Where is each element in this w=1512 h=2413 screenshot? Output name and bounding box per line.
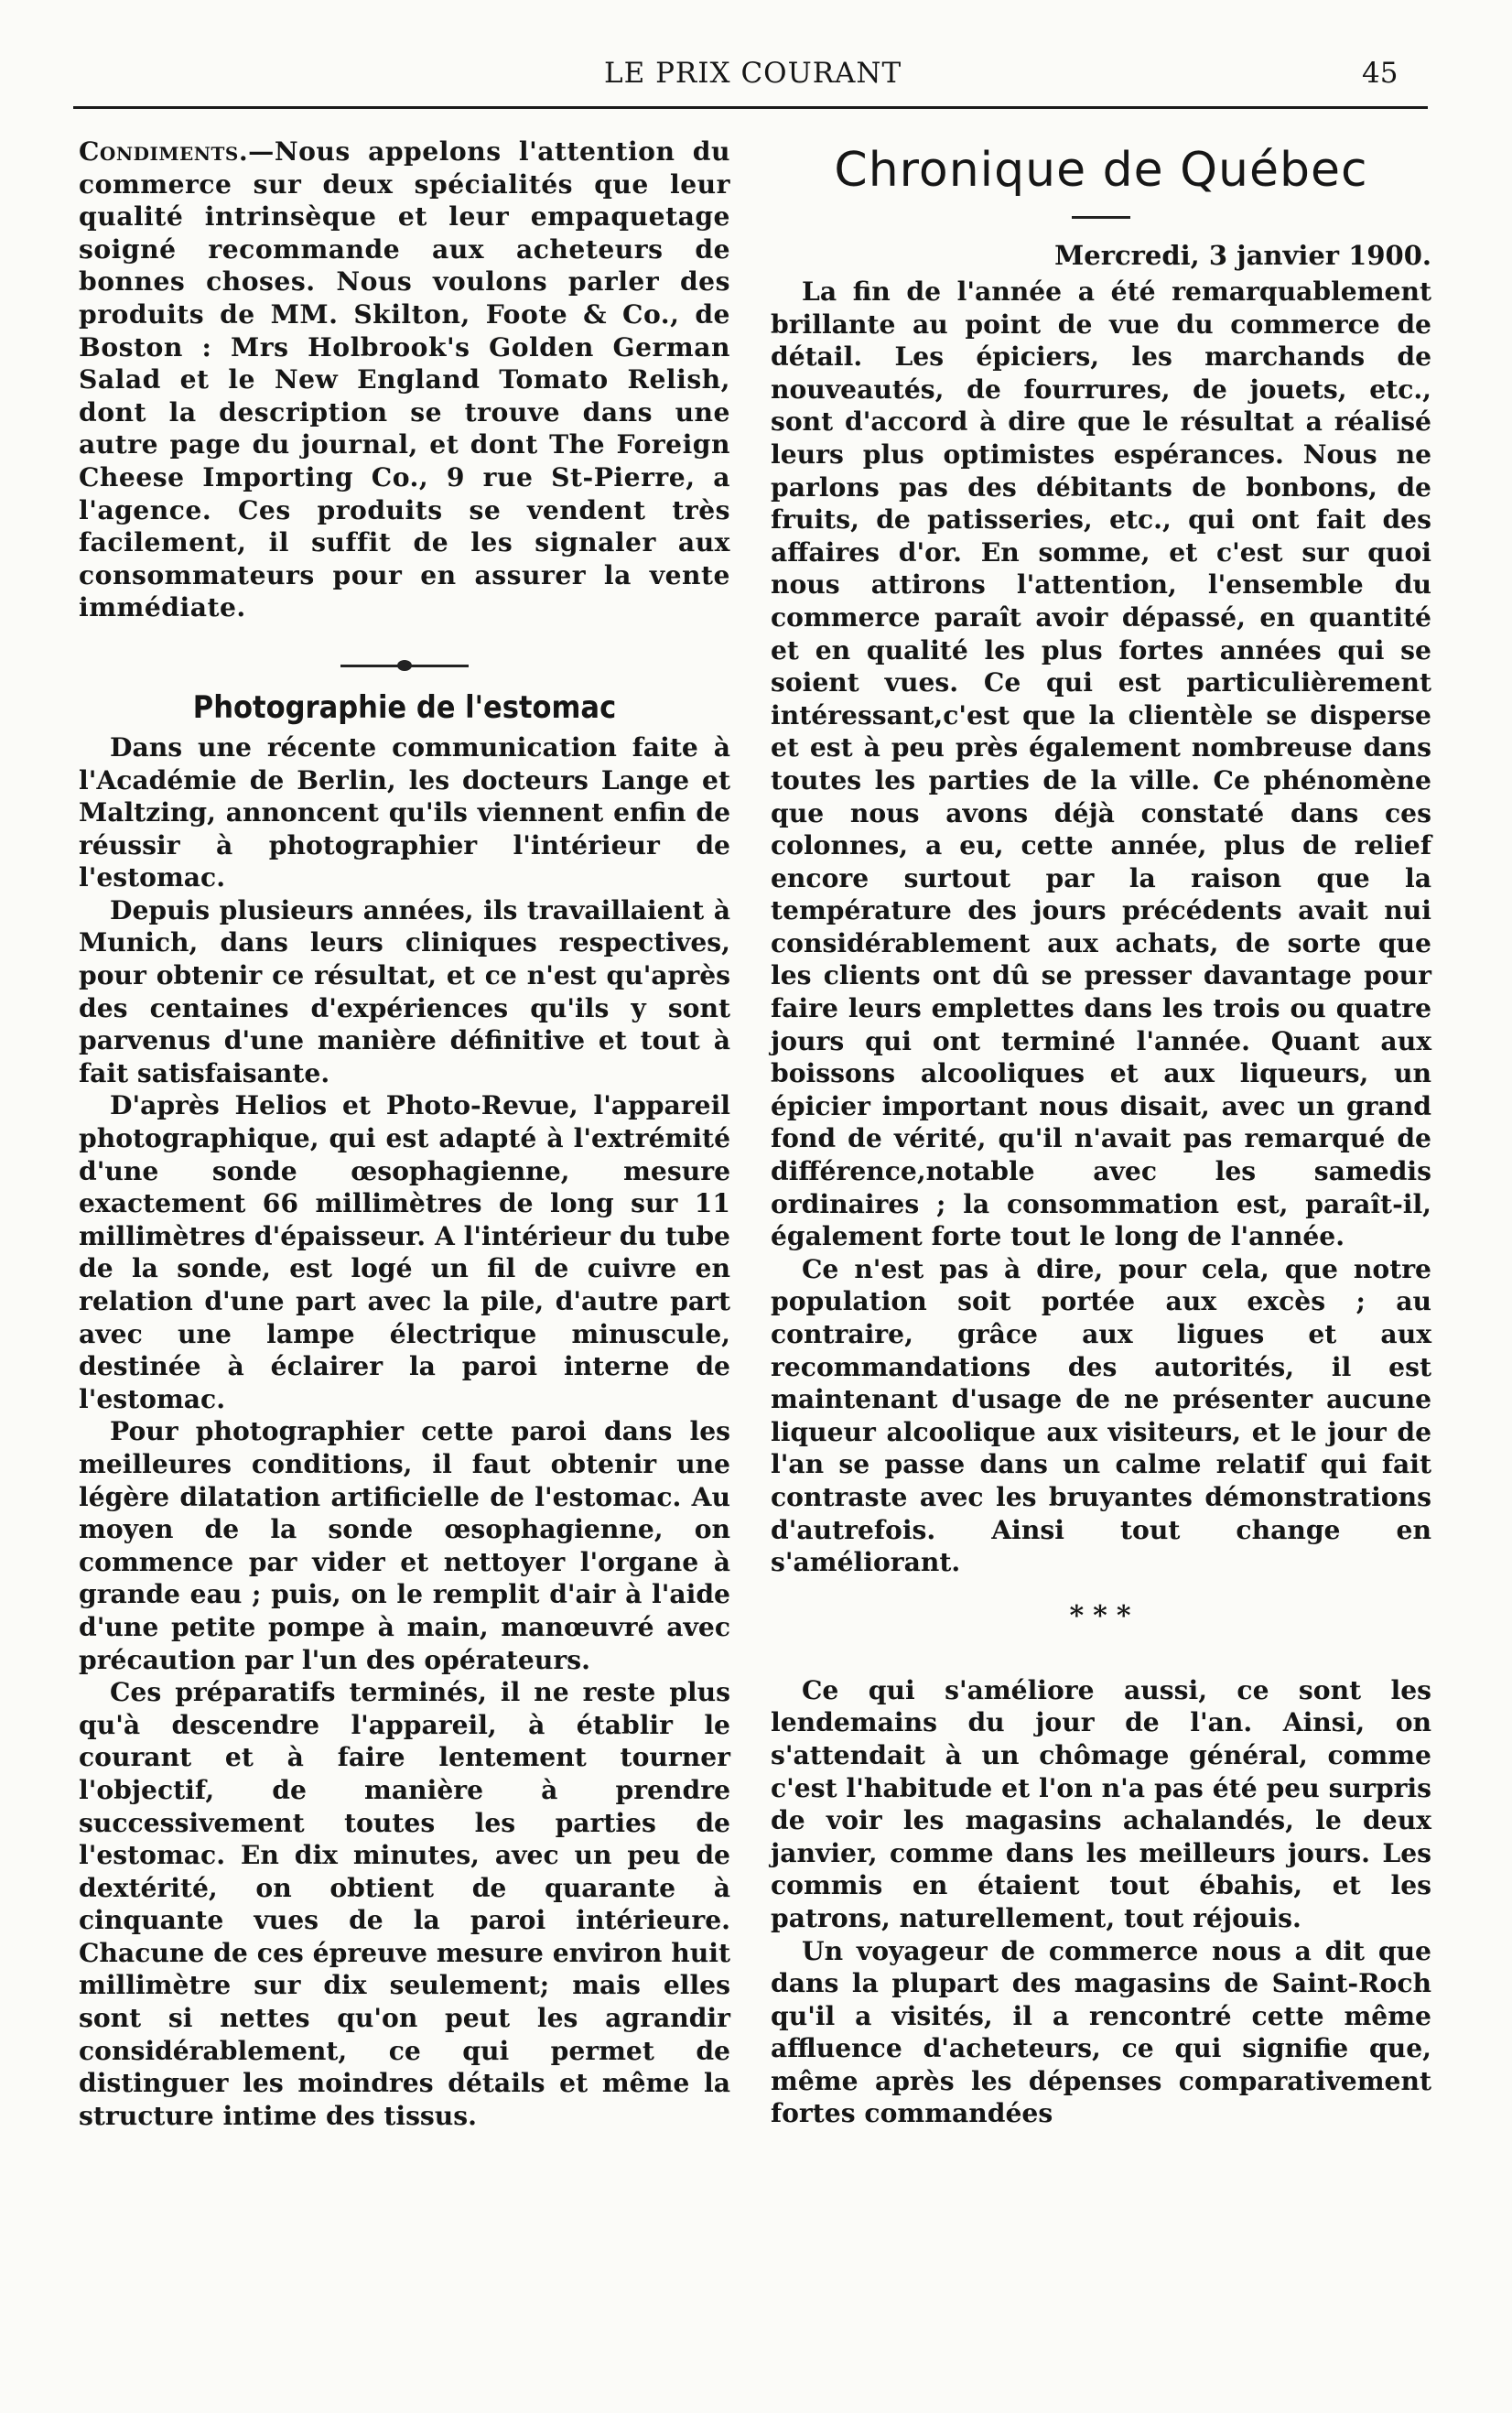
photo-paragraph: Pour photographier cette paroi dans les meilleures conditions, il faut obtenir une légère dilatation artificielle de l'estomac. Au moyen de la sonde œsophagienne, on commence par vider et nettoyer l'organe à grande eau ; puis, on le remplit d'air à l'aide d'une petite pompe à main, manœuvré avec précaution par l'un des opérateurs.	[79, 1416, 730, 1675]
page-header	[73, 51, 1428, 115]
photo-section-title: Photographie de l'estomac	[192, 688, 617, 726]
chronicle-paragraph: Ce qui s'améliore aussi, ce sont les lendemains du jour de l'an. Ainsi, on s'attendait à un chômage général, comme c'est l'habitude et l'on n'a pas été peu surpris de voir les magasins achalandés, le deux janvier, comme dans les meilleurs jours. Les commis en étaient tout ébahis, et les patrons, naturellement, tout réjouis.	[771, 1674, 1431, 1933]
chronicle-paragraph: La fin de l'année a été remarquablement brillante au point de vue du commerce de détail. Les épiciers, les marchands de nouveautés, de fourrures, de jouets, etc., sont d'accord à dire que le résultat a réalisé leurs plus optimistes espérances. Nous ne parlons pas des débitants de bonbons, de fruits, de patisseries, etc., qui ont fait des affaires d'or. En somme, et c'est sur quoi nous attirons l'attention, l'ensemble du commerce paraît avoir dépassé, en quantité et en qualité les plus fortes années qui se soient vues. Ce qui est particulièrement intéressant,c'est que la clientèle se disperse et est à peu près également nombreuse dans toutes les parties de la ville. Ce phénomène que nous avons déjà constaté dans ces colonnes, a eu, cette année, plus de relief encore surtout par la raison que la température des jours précédents avait nui considérablement aux achats, de sorte que les clients ont dû se presser davantage pour faire leurs emplettes dans les trois ou quatre jours qui ont terminé l'année. Quant aux boissons alcooliques et aux liqueurs, un épicier important nous disait, avec un grand fond de vérité, qu'il n'avait pas remarqué de différence,notable avec les samedis ordinaires ; la consommation est, paraît-il, également forte tout le long de l'année.	[771, 276, 1431, 1252]
chronicle-title: Chronique de Québec	[834, 143, 1368, 198]
title-rule	[1072, 216, 1130, 219]
asterism: * * *	[1069, 1599, 1133, 1632]
photo-paragraph: Dans une récente communication faite à l'Académie de Berlin, les docteurs Lange et Maltzing, annoncent qu'ils viennent enfin de réussir à photographier l'intérieur de l'estomac.	[79, 731, 730, 893]
dateline: Mercredi, 3 janvier 1900.	[1054, 240, 1431, 271]
condiments-paragraph	[79, 135, 730, 624]
photo-paragraph: Ces préparatifs terminés, il ne reste plus qu'à descendre l'appareil, à établir le courant et à faire lentement tourner l'objectif, de manière à prendre successivement toutes les parties de l'estomac. En dix minutes, avec un peu de dextérité, on obtient de quarante à cinquante vues de la paroi intérieure. Chacune de ces épreuve mesure environ huit millimètre sur dix seulement; mais elles sont si nettes qu'on peut les agrandir considérablement, ce qui permet de distinguer les moindres détails et même la structure intime des tissus.	[79, 1677, 730, 2131]
condiments-text: —Nous appelons l'attention du commerce sur deux spécialités que leur qualité intrinsèque et leur empaquetage soigné recommande aux acheteurs de bonnes choses. Nous voulons parler des produits de MM. Skilton, Foote & Co., de Boston : Mrs Holbrook's Golden German Salad et le New England Tomato Relish, dont la description se trouve dans une autre page du journal, et dont The Foreign Cheese Importing Co., 9 rue St-Pierre, a l'agence. Ces produits se vendent très facilement, il suffit de les signaler aux consommateurs pour en assurer la vente immédiate.	[79, 136, 730, 623]
page-number: 45	[1362, 57, 1399, 90]
running-title: LE PRIX COURANT	[604, 57, 902, 90]
section-divider	[340, 665, 469, 667]
chronicle-paragraph: Ce n'est pas à dire, pour cela, que notre population soit portée aux excès ; au contraire, grâce aux ligues et aux recommandations des autorités, il est maintenant d'usage de ne présenter aucune liqueur alcoolique aux visiteurs, et le jour de l'an se passe dans un calme relatif qui fait contraste avec les bruyantes démonstrations d'autrefois. Ainsi tout change en s'améliorant.	[771, 1253, 1431, 1578]
left-column	[79, 135, 730, 2132]
right-column	[771, 135, 1431, 2130]
chronicle-paragraph: Un voyageur de commerce nous a dit que dans la plupart des magasins de Saint-Roch qu'il a visités, il a rencontré cette même affluence d'acheteurs, ce qui signifie que, même après les dépenses comparativement fortes commandées	[771, 1935, 1431, 2129]
condiments-lead: Condiments.	[79, 136, 249, 167]
header-rule	[73, 106, 1428, 109]
photo-paragraph: D'après Helios et Photo-Revue, l'appareil photographique, qui est adapté à l'extrémité d'une sonde œsophagienne, mesure exactement 66 millimètres de long sur 11 millimètres d'épaisseur. A l'intérieur du tube de la sonde, est logé un fil de cuivre en relation d'une part avec la pile, d'autre part avec une lampe électrique minuscule, destinée à éclairer la paroi interne de l'estomac.	[79, 1090, 730, 1414]
photo-paragraph: Depuis plusieurs années, ils travaillaient à Munich, dans leurs cliniques respectives, pour obtenir ce résultat, et ce n'est qu'après des centaines d'expériences qu'ils y sont parvenus d'une manière définitive et tout à fait satisfaisante.	[79, 894, 730, 1088]
